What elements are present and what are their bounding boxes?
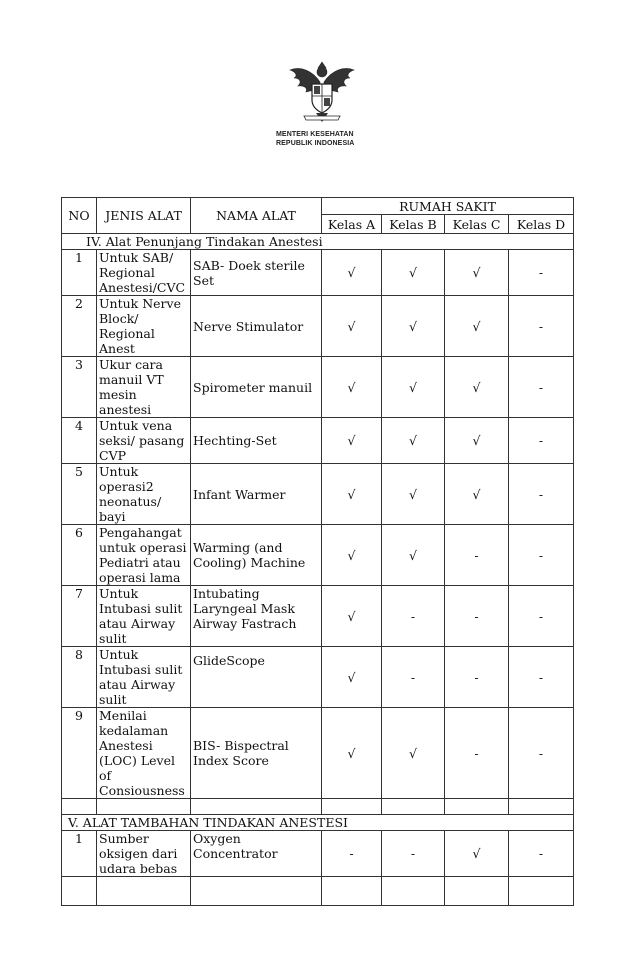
section-v-title: V. ALAT TAMBAHAN TINDAKAN ANESTESI [62,815,574,831]
cell-jenis: Sumber oksigen dari udara bebas [97,831,191,877]
cell-kelas-a: √ [322,586,382,647]
cell-nama: Intubating Laryngeal Mask Airway Fastrach [191,586,322,647]
cell-kelas-c: √ [445,418,509,464]
cell-kelas-a: √ [322,464,382,525]
cell-kelas-a: √ [322,708,382,799]
cell-kelas-c: √ [445,464,509,525]
cell-jenis: Ukur cara manuil VT mesin anestesi [97,357,191,418]
section-row [62,815,574,831]
cell-kelas-a: √ [322,418,382,464]
cell-kelas-b: √ [382,296,445,357]
table-row [62,708,574,799]
cell-kelas-b: - [382,647,445,708]
cell-no: 3 [62,357,97,418]
header-kelas-b: Kelas B [382,215,445,234]
cell-no: 8 [62,647,97,708]
cell-kelas-c: - [445,586,509,647]
cell-no: 9 [62,708,97,799]
cell-kelas-d: - [509,708,574,799]
table-row [62,418,574,464]
cell-jenis: Untuk SAB/ Regional Anestesi/CVC [97,250,191,296]
cell-kelas-b: √ [382,464,445,525]
table-row [62,525,574,586]
table-row [62,464,574,525]
cell-nama: Oxygen Concentrator [191,831,322,877]
table-row [62,586,574,647]
header-no: NO [62,198,97,234]
cell-kelas-b: √ [382,250,445,296]
header-jenis-alat: JENIS ALAT [97,198,191,234]
cell-kelas-a: - [322,831,382,877]
cell-no: 5 [62,464,97,525]
cell-kelas-b: √ [382,708,445,799]
cell-nama: BIS- Bispectral Index Score [191,708,322,799]
cell-nama: Spirometer manuil [191,357,322,418]
cell-jenis: Pengahangat untuk operasi Pediatri atau operasi lama [97,525,191,586]
org-line-1: MENTERI KESEHATAN [276,131,354,138]
cell-nama: GlideScope [191,647,322,708]
cell-kelas-b: √ [382,525,445,586]
cell-kelas-d: - [509,250,574,296]
cell-nama: Warming (and Cooling) Machine [191,525,322,586]
cell-kelas-a: √ [322,647,382,708]
cell-kelas-c: - [445,525,509,586]
cell-no: 1 [62,831,97,877]
cell-jenis: Menilai kedalaman Anestesi (LOC) Level of Consiousness [97,708,191,799]
header-rumah-sakit: RUMAH SAKIT [322,198,574,215]
cell-kelas-a: √ [322,296,382,357]
cell-kelas-d: - [509,357,574,418]
cell-no: 6 [62,525,97,586]
cell-jenis: Untuk operasi2 neonatus/ bayi [97,464,191,525]
cell-kelas-d: - [509,418,574,464]
section-row [62,234,574,250]
cell-kelas-c: - [445,647,509,708]
cell-kelas-d: - [509,296,574,357]
cell-kelas-c: √ [445,296,509,357]
section-iv-title: IV. Alat Penunjang Tindakan Anestesi [62,234,574,250]
cell-nama: SAB- Doek sterile Set [191,250,322,296]
cell-jenis: Untuk Intubasi sulit atau Airway sulit [97,647,191,708]
cell-jenis: Untuk vena seksi/ pasang CVP [97,418,191,464]
header-kelas-a: Kelas A [322,215,382,234]
empty-row [62,799,574,815]
cell-kelas-c: √ [445,831,509,877]
header-nama-alat: NAMA ALAT [191,198,322,234]
cell-nama: Nerve Stimulator [191,296,322,357]
cell-kelas-b: √ [382,418,445,464]
letterhead-caption [276,130,376,148]
cell-kelas-d: - [509,647,574,708]
cell-kelas-d: - [509,831,574,877]
cell-kelas-c: - [445,708,509,799]
cell-no: 4 [62,418,97,464]
empty-row [62,877,574,906]
header-kelas-c: Kelas C [445,215,509,234]
table-row [62,647,574,708]
table-row [62,296,574,357]
cell-no: 1 [62,250,97,296]
cell-no: 7 [62,586,97,647]
cell-kelas-d: - [509,525,574,586]
cell-kelas-b: - [382,831,445,877]
cell-kelas-a: √ [322,250,382,296]
equipment-table [61,197,574,906]
table-row [62,250,574,296]
cell-kelas-a: √ [322,525,382,586]
cell-kelas-b: - [382,586,445,647]
table-row [62,357,574,418]
cell-nama: Hechting-Set [191,418,322,464]
org-line-2: REPUBLIK INDONESIA [276,140,355,147]
cell-nama: Infant Warmer [191,464,322,525]
header-kelas-d: Kelas D [509,215,574,234]
cell-kelas-a: √ [322,357,382,418]
cell-kelas-c: √ [445,357,509,418]
garuda-emblem-icon [282,60,362,124]
cell-no: 2 [62,296,97,357]
cell-kelas-b: √ [382,357,445,418]
cell-jenis: Untuk Intubasi sulit atau Airway sulit [97,586,191,647]
cell-kelas-c: √ [445,250,509,296]
cell-jenis: Untuk Nerve Block/ Regional Anest [97,296,191,357]
cell-kelas-d: - [509,586,574,647]
table-row [62,831,574,877]
cell-kelas-d: - [509,464,574,525]
